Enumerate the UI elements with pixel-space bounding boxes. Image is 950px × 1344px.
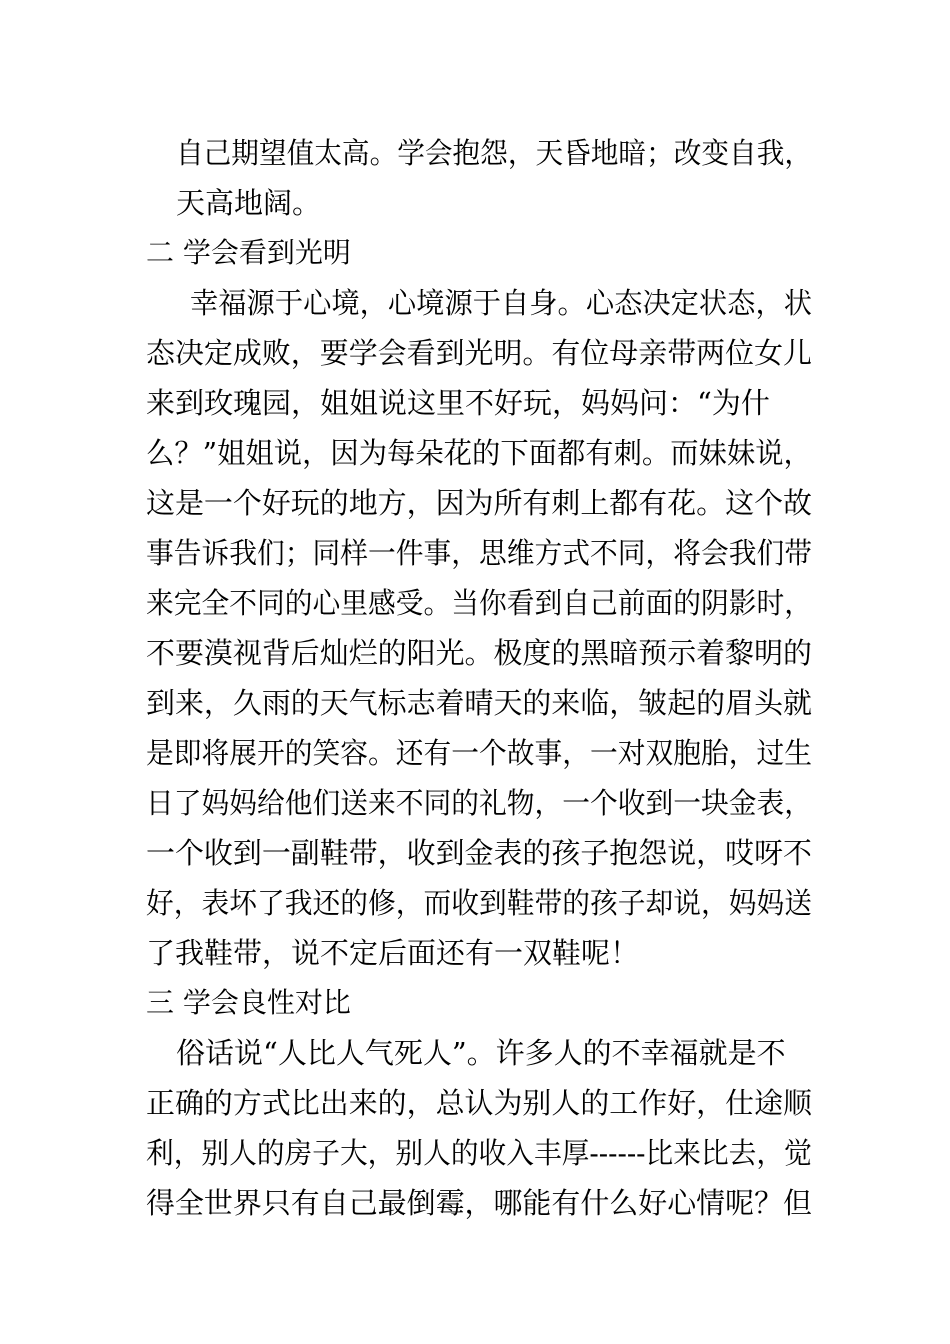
paragraph-line: 不要漠视背后灿烂的阳光。极度的黑暗预示着黎明的 (146, 636, 813, 670)
paragraph-line: 幸福源于心境，心境源于自身。心态决定状态，状 (190, 286, 813, 320)
paragraph-line: 态决定成败，要学会看到光明。有位母亲带两位女儿 (146, 336, 813, 370)
paragraph-line: 了我鞋带，说不定后面还有一双鞋呢！ (146, 936, 640, 970)
paragraph-line: 一个收到一副鞋带，收到金表的孩子抱怨说，哎呀不 (146, 836, 813, 870)
paragraph-line: 天高地阔。 (176, 186, 322, 220)
paragraph-line: 到来，久雨的天气标志着晴天的来临，皱起的眉头就 (146, 686, 813, 720)
paragraph-line: 么？”姐姐说，因为每朵花的下面都有刺。而妹妹说， (146, 436, 812, 470)
paragraph-line: 来到玫瑰园，姐姐说这里不好玩，妈妈问：“为什 (146, 386, 770, 420)
paragraph-line: 好，表坏了我还的修，而收到鞋带的孩子却说，妈妈送 (146, 886, 813, 920)
paragraph-line: 自己期望值太高。学会抱怨，天昏地暗；改变自我， (176, 136, 813, 170)
paragraph-line: 事告诉我们；同样一件事，思维方式不同，将会我们带 (146, 536, 813, 570)
section-heading-2: 二 学会看到光明 (146, 236, 351, 269)
paragraph-line: 日了妈妈给他们送来不同的礼物，一个收到一块金表， (146, 786, 813, 820)
paragraph-line: 这是一个好玩的地方，因为所有刺上都有花。这个故 (146, 486, 813, 520)
paragraph-line: 来完全不同的心里感受。当你看到自己前面的阴影时， (146, 586, 813, 620)
paragraph-line: 俗话说“人比人气死人”。许多人的不幸福就是不 (176, 1036, 786, 1070)
paragraph-line: 正确的方式比出来的，总认为别人的工作好，仕途顺 (146, 1086, 813, 1120)
paragraph-line: 是即将展开的笑容。还有一个故事，一对双胞胎，过生 (146, 736, 813, 770)
paragraph-line: 得全世界只有自己最倒霉，哪能有什么好心情呢？但 (146, 1186, 813, 1220)
paragraph-line: 利，别人的房子大，别人的收入丰厚------比来比去，觉 (146, 1136, 812, 1170)
section-heading-3: 三 学会良性对比 (146, 986, 351, 1019)
